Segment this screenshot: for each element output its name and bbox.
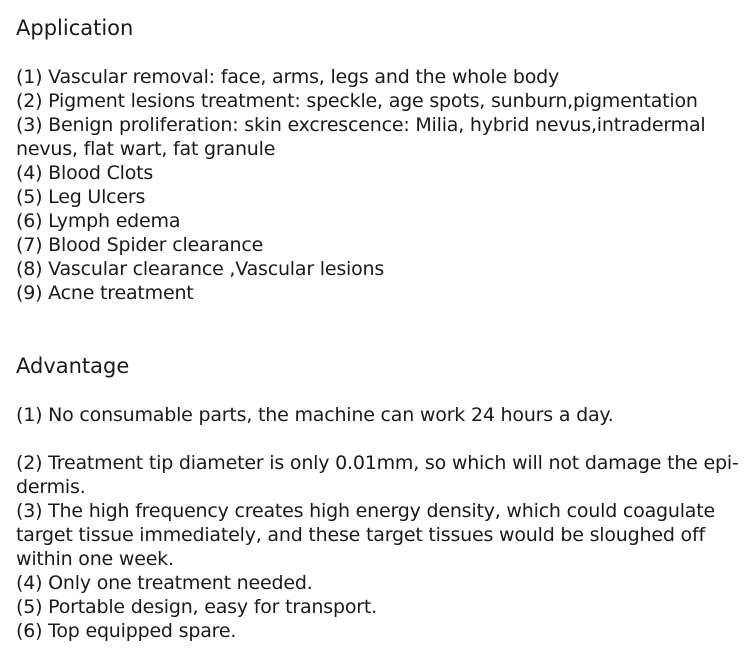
advantage-item: (6) Top equipped spare. <box>16 620 237 642</box>
application-heading: Application <box>16 16 134 40</box>
application-item: (7) Blood Spider clearance <box>16 234 264 256</box>
application-item-continuation: nevus, flat wart, fat granule <box>16 138 276 160</box>
advantage-item-continuation: dermis. <box>16 476 86 498</box>
application-item: (8) Vascular clearance ,Vascular lesions <box>16 258 385 280</box>
advantage-item: (1) No consumable parts, the machine can work 24 hours a day. <box>16 404 614 426</box>
application-item: (2) Pigment lesions treatment: speckle, age spots, sunburn,pigmentation <box>16 90 698 112</box>
application-item: (4) Blood Clots <box>16 162 154 184</box>
advantage-item-continuation: target tissue immediately, and these target tissues would be sloughed off <box>16 524 705 546</box>
advantage-item: (5) Portable design, easy for transport. <box>16 596 377 618</box>
application-item: (3) Benign proliferation: skin excrescence: Milia, hybrid nevus,intradermal <box>16 114 706 136</box>
application-item: (1) Vascular removal: face, arms, legs and the whole body <box>16 66 560 88</box>
advantage-item-continuation: within one week. <box>16 548 174 570</box>
application-item: (9) Acne treatment <box>16 282 194 304</box>
application-item: (5) Leg Ulcers <box>16 186 146 208</box>
advantage-heading: Advantage <box>16 354 130 378</box>
advantage-item: (4) Only one treatment needed. <box>16 572 313 594</box>
advantage-item: (3) The high frequency creates high energy density, which could coagulate <box>16 500 715 522</box>
advantage-item: (2) Treatment tip diameter is only 0.01mm, so which will not damage the epi- <box>16 452 739 474</box>
application-item: (6) Lymph edema <box>16 210 181 232</box>
